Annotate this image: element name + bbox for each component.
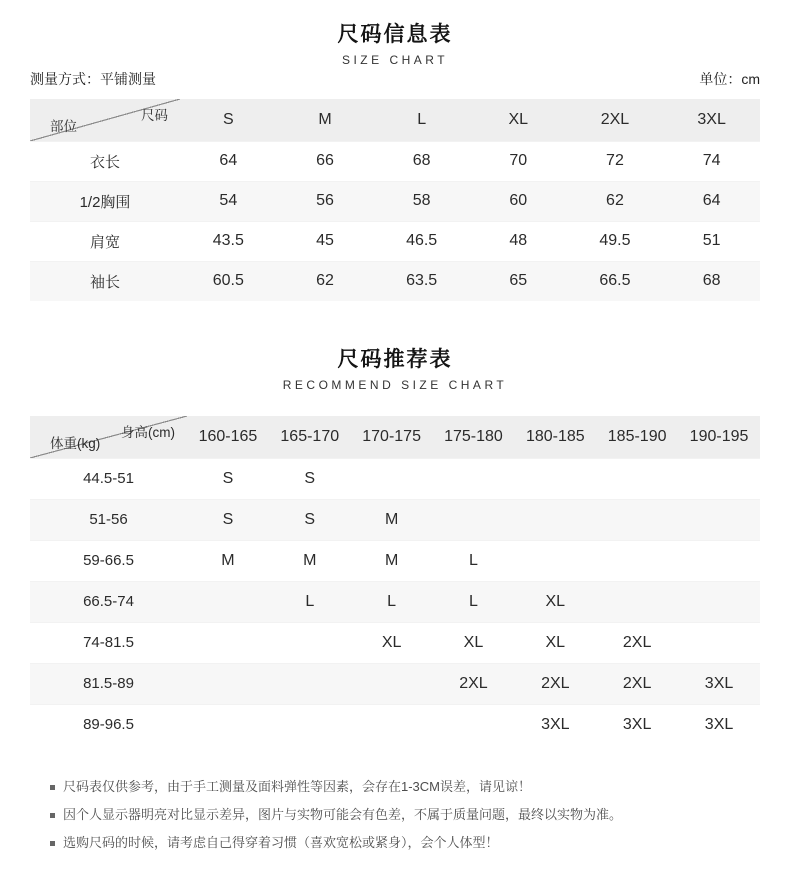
unit-label: 单位：cm [699, 71, 760, 87]
table-cell: 60 [509, 192, 528, 209]
row-label: 44.5-51 [83, 470, 134, 487]
row-label: 51-56 [89, 511, 128, 528]
note-item [50, 829, 760, 857]
row-label: 59-66.5 [83, 552, 134, 569]
table-cell: 56 [316, 192, 334, 209]
table-cell [269, 704, 351, 745]
table-cell [433, 704, 515, 745]
size-chart-title: 尺码信息表 [337, 23, 453, 46]
table-cell [269, 663, 351, 704]
column-header: 190-195 [678, 416, 760, 458]
size-recommend-table [30, 416, 760, 745]
table-cell: 64 [219, 152, 238, 169]
table-cell: 2XL [622, 674, 652, 692]
row-label: 74-81.5 [83, 634, 134, 651]
table-cell [678, 458, 760, 499]
column-header: 165-170 [269, 416, 351, 458]
column-header: M [277, 99, 374, 141]
note-text: 尺码表仅供参考，由于手工测量及面料弹性等因素，会存在1-3CM误差，请见谅！ [63, 779, 532, 794]
table-row [30, 181, 760, 221]
corner-row-axis-label: 部位 [50, 118, 77, 134]
notes-list [30, 773, 760, 857]
table-cell: S [304, 469, 316, 487]
table-header-row [30, 416, 760, 458]
table-cell: M [384, 510, 399, 528]
table-row [30, 221, 760, 261]
table-cell: 72 [606, 152, 624, 169]
table-cell [678, 581, 760, 622]
table-cell: 64 [702, 192, 721, 209]
table-cell: 3XL [704, 674, 734, 692]
row-label: 衣长 [89, 153, 120, 171]
table-cell: 70 [509, 152, 528, 169]
bullet-square-icon [50, 785, 55, 790]
table-cell: 74 [702, 152, 721, 169]
table-cell [678, 540, 760, 581]
table-cell: 46.5 [406, 232, 438, 249]
column-header: 175-180 [433, 416, 515, 458]
table-row [30, 141, 760, 181]
recommend-chart-section [30, 343, 760, 745]
table-cell [433, 499, 515, 540]
corner-column-axis-label: 身高(cm) [121, 425, 175, 440]
table-cell: 2XL [541, 674, 570, 692]
table-cell [678, 499, 760, 540]
corner-column-axis-label: 尺码 [141, 108, 168, 123]
corner-row-axis-label: 体重(kg) [50, 435, 101, 451]
table-header-row [30, 99, 760, 141]
size-chart-subtitle: SIZE CHART [341, 53, 449, 67]
column-header: 170-175 [351, 416, 433, 458]
table-cell: 2XL [622, 633, 652, 651]
table-cell [678, 622, 760, 663]
table-cell: M [221, 551, 235, 569]
table-cell: 49.5 [599, 232, 631, 249]
table-cell: 2XL [459, 674, 488, 692]
measure-method-label: 测量方式：平铺测量 [30, 71, 156, 87]
column-header: 160-165 [187, 416, 269, 458]
row-label: 89-96.5 [83, 716, 134, 734]
table-cell: XL [381, 633, 402, 651]
table-cell: L [469, 551, 478, 569]
table-cell [596, 581, 678, 622]
table-cell [596, 540, 678, 581]
column-header: 3XL [663, 99, 760, 141]
note-item [50, 773, 760, 801]
table-cell [514, 458, 596, 499]
table-cell: S [222, 510, 234, 528]
table-cell: XL [545, 633, 566, 651]
table-cell: 62 [316, 272, 334, 290]
table-cell: 66 [316, 152, 334, 169]
table-cell: L [469, 592, 478, 610]
note-text: 选购尺码的时候，请考虑自己得穿着习惯（喜欢宽松或紧身），会个人体型！ [63, 835, 499, 850]
table-cell: 54 [219, 192, 238, 209]
table-cell: 63.5 [406, 272, 438, 290]
table-cell [351, 704, 433, 745]
table-cell: 48 [509, 232, 528, 249]
recommend-chart-title: 尺码推荐表 [337, 348, 453, 371]
table-cell: 3XL [541, 715, 570, 733]
table-row [30, 663, 760, 704]
table-cell [187, 622, 269, 663]
table-row [30, 581, 760, 622]
column-header: 185-190 [596, 416, 678, 458]
row-label: 袖长 [89, 273, 120, 291]
column-header: S [180, 99, 277, 141]
table-cell: 68 [412, 152, 431, 169]
column-header: 180-185 [514, 416, 596, 458]
table-cell: M [303, 551, 317, 569]
table-cell: 43.5 [212, 232, 244, 249]
row-label: 81.5-89 [83, 675, 134, 692]
table-cell [596, 499, 678, 540]
table-cell [351, 458, 433, 499]
note-text: 因个人显示器明亮对比显示差异，图片与实物可能会有色差，不属于质量问题，最终以实物为准。 [63, 807, 623, 822]
table-row [30, 704, 760, 745]
note-item [50, 801, 760, 829]
table-cell [514, 540, 596, 581]
table-row [30, 458, 760, 499]
table-cell: S [222, 469, 234, 487]
size-info-table [30, 99, 760, 301]
table-cell [514, 499, 596, 540]
table-cell: XL [463, 633, 484, 651]
table-row [30, 499, 760, 540]
table-cell [187, 663, 269, 704]
column-header: XL [470, 99, 567, 141]
table-cell: L [305, 592, 315, 610]
table-cell: L [387, 592, 397, 610]
table-cell: 68 [702, 272, 721, 290]
row-label: 肩宽 [89, 233, 120, 251]
table-cell: S [304, 510, 316, 528]
table-cell: 60.5 [212, 272, 244, 290]
table-cell: M [384, 551, 399, 569]
table-cell: 66.5 [599, 272, 631, 290]
table-cell: 3XL [622, 715, 652, 733]
table-cell [269, 622, 351, 663]
table-cell: 62 [606, 192, 624, 209]
table-cell: XL [545, 592, 566, 610]
table-cell: 3XL [704, 715, 734, 733]
size-chart-section [30, 18, 760, 301]
table-cell [351, 663, 433, 704]
diagonal-corner-cell [30, 416, 187, 458]
meta-row [30, 69, 760, 89]
recommend-chart-subtitle: RECOMMEND SIZE CHART [282, 378, 508, 392]
table-cell [187, 581, 269, 622]
row-label: 1/2胸围 [79, 193, 131, 211]
table-cell [187, 704, 269, 745]
row-label: 66.5-74 [83, 593, 134, 610]
table-cell: 51 [702, 232, 721, 249]
table-cell [433, 458, 515, 499]
diagonal-corner-cell [30, 99, 180, 141]
bullet-square-icon [50, 841, 55, 846]
table-cell [596, 458, 678, 499]
table-row [30, 622, 760, 663]
table-cell: 45 [316, 232, 334, 249]
bullet-square-icon [50, 813, 55, 818]
table-cell: 65 [509, 272, 528, 290]
column-header: 2XL [567, 99, 664, 141]
table-row [30, 540, 760, 581]
column-header: L [373, 99, 470, 141]
table-cell: 58 [412, 192, 431, 209]
table-row [30, 261, 760, 301]
